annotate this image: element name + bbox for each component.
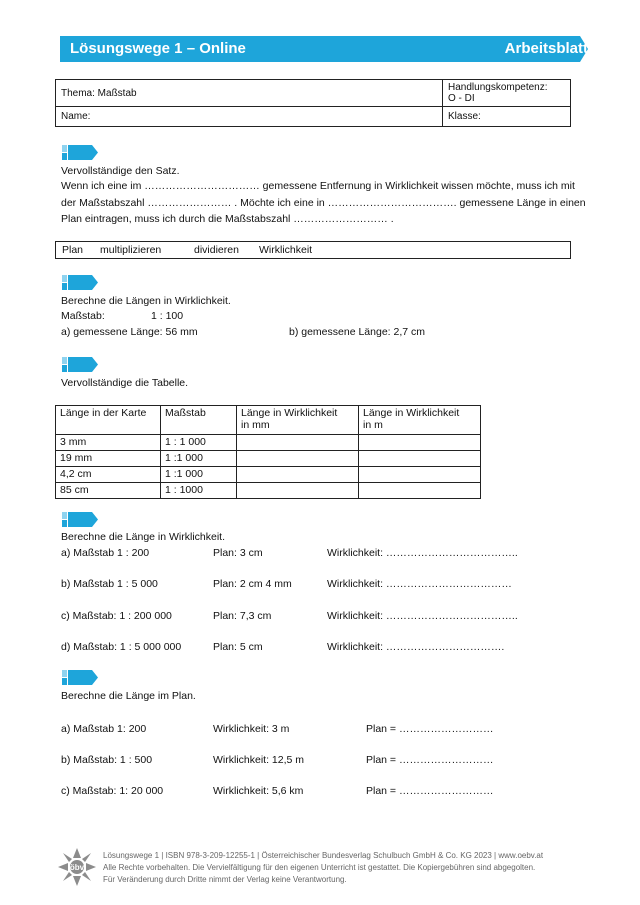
task4-plan: Plan: 2 cm 4 mm	[213, 578, 292, 590]
table-cell	[359, 483, 481, 499]
task5-real: Wirklichkeit: 5,6 km	[213, 785, 304, 797]
task4-plan: Plan: 3 cm	[213, 547, 263, 559]
task4-scale: a) Maßstab 1 : 200	[61, 547, 150, 559]
task1-sentence-line2: der Maßstabszahl …………………… . Möchte ich eine in ………………………………. gemessene Länge in einen	[61, 197, 586, 209]
table-cell	[359, 451, 481, 467]
task2-item-a: a) gemessene Länge: 56 mm	[61, 326, 198, 338]
task-marker-icon	[62, 357, 98, 372]
table-cell: 19 mm	[56, 451, 161, 467]
word-bank-item: Plan	[62, 244, 84, 256]
table-cell	[237, 483, 359, 499]
footer-text	[103, 850, 593, 886]
task4-instruction: Berechne die Länge in Wirklichkeit.	[61, 531, 226, 543]
info-table	[55, 79, 571, 127]
task1-instruction: Vervollständige den Satz.	[61, 165, 180, 177]
klasse-cell: Klasse:	[443, 107, 571, 127]
table-header-unit: in mm	[241, 419, 270, 431]
table-cell	[237, 435, 359, 451]
task-marker-icon	[62, 670, 98, 685]
task1-sentence-line1: Wenn ich eine im …………………………… gemessene Entfernung in Wirklichkeit wissen möchte, muss ich mit	[61, 180, 575, 192]
worksheet-label: Arbeitsblatt	[504, 40, 588, 57]
word-bank-item: multiplizieren	[100, 244, 162, 256]
task5-result: Plan = ………………………	[366, 754, 494, 766]
task5-result: Plan = ………………………	[366, 723, 494, 735]
kompetenz-cell	[443, 80, 571, 107]
task1-sentence-line3: Plan eintragen, muss ich durch die Maßstabszahl ……………………… .	[61, 213, 394, 225]
task5-real: Wirklichkeit: 12,5 m	[213, 754, 305, 766]
svg-text:öbv: öbv	[69, 863, 85, 872]
task5-result: Plan = ………………………	[366, 785, 494, 797]
footer-line: Alle Rechte vorbehalten. Die Vervielfältigung für den eigenen Unterricht ist gestattet. Die Kopiergebühren sind abgegolten.	[103, 863, 536, 872]
table-cell	[237, 467, 359, 483]
table-row	[56, 435, 481, 451]
word-bank	[55, 241, 571, 259]
table-row	[56, 483, 481, 499]
task5-real: Wirklichkeit: 3 m	[213, 723, 290, 735]
table-row	[56, 451, 481, 467]
table-cell: 1 :1 000	[161, 467, 237, 483]
task4-plan: Plan: 7,3 cm	[213, 610, 272, 622]
table-header	[359, 406, 481, 435]
table-cell: 85 cm	[56, 483, 161, 499]
task2-scale-label: Maßstab:	[61, 310, 105, 322]
table-cell: 1 : 1 000	[161, 435, 237, 451]
task-marker-icon	[62, 275, 98, 290]
table-header-text: Länge in Wirklichkeit	[363, 407, 460, 419]
table-cell	[237, 451, 359, 467]
table-header-text: Länge in Wirklichkeit	[241, 407, 338, 419]
task5-scale: c) Maßstab: 1: 20 000	[61, 785, 164, 797]
task3-instruction: Vervollständige die Tabelle.	[61, 377, 189, 389]
table-header-unit: in m	[363, 419, 383, 431]
scale-table	[55, 405, 481, 499]
task4-result: Wirklichkeit: ………………………………..	[327, 610, 518, 622]
table-header: Länge in der Karte	[56, 406, 161, 435]
kompetenz-label: Handlungskompetenz:	[448, 82, 548, 93]
table-cell	[359, 467, 481, 483]
task4-result: Wirklichkeit: ………………………………	[327, 578, 512, 590]
task4-scale: b) Maßstab 1 : 5 000	[61, 578, 158, 590]
task4-result: Wirklichkeit: …………………………….	[327, 641, 505, 653]
task5-scale: b) Maßstab: 1 : 500	[61, 754, 153, 766]
table-cell: 1 : 1000	[161, 483, 237, 499]
thema-cell: Thema: Maßstab	[56, 80, 443, 107]
task4-plan: Plan: 5 cm	[213, 641, 263, 653]
task4-result: Wirklichkeit: ………………………………..	[327, 547, 518, 559]
footer-line: Für Veränderung durch Dritte nimmt der Verlag keine Verantwortung.	[103, 875, 347, 884]
task5-scale: a) Maßstab 1: 200	[61, 723, 147, 735]
table-cell	[359, 435, 481, 451]
table-row	[56, 467, 481, 483]
task4-scale: d) Maßstab: 1 : 5 000 000	[61, 641, 182, 653]
task-marker-icon	[62, 145, 98, 160]
task5-instruction: Berechne die Länge im Plan.	[61, 690, 196, 702]
name-cell: Name:	[56, 107, 443, 127]
task-marker-icon	[62, 512, 98, 527]
task2-item-b: b) gemessene Länge: 2,7 cm	[289, 326, 425, 338]
task4-scale: c) Maßstab: 1 : 200 000	[61, 610, 172, 622]
word-bank-item: dividieren	[194, 244, 239, 256]
word-bank-item: Wirklichkeit	[259, 244, 313, 256]
task2-instruction: Berechne die Längen in Wirklichkeit.	[61, 295, 231, 307]
task2-scale-value: 1 : 100	[151, 310, 184, 322]
table-cell: 3 mm	[56, 435, 161, 451]
table-cell: 1 :1 000	[161, 451, 237, 467]
page-title: Lösungswege 1 – Online	[70, 40, 246, 57]
table-header: Maßstab	[161, 406, 237, 435]
kompetenz-value: O - DI	[448, 93, 475, 104]
table-header	[237, 406, 359, 435]
oebv-logo	[58, 848, 96, 886]
footer-line: Lösungswege 1 | ISBN 978-3-209-12255-1 | Österreichischer Bundesverlag Schulbuch GmbH & Co. KG 2023 | www.oebv.at	[103, 851, 544, 860]
table-cell: 4,2 cm	[56, 467, 161, 483]
